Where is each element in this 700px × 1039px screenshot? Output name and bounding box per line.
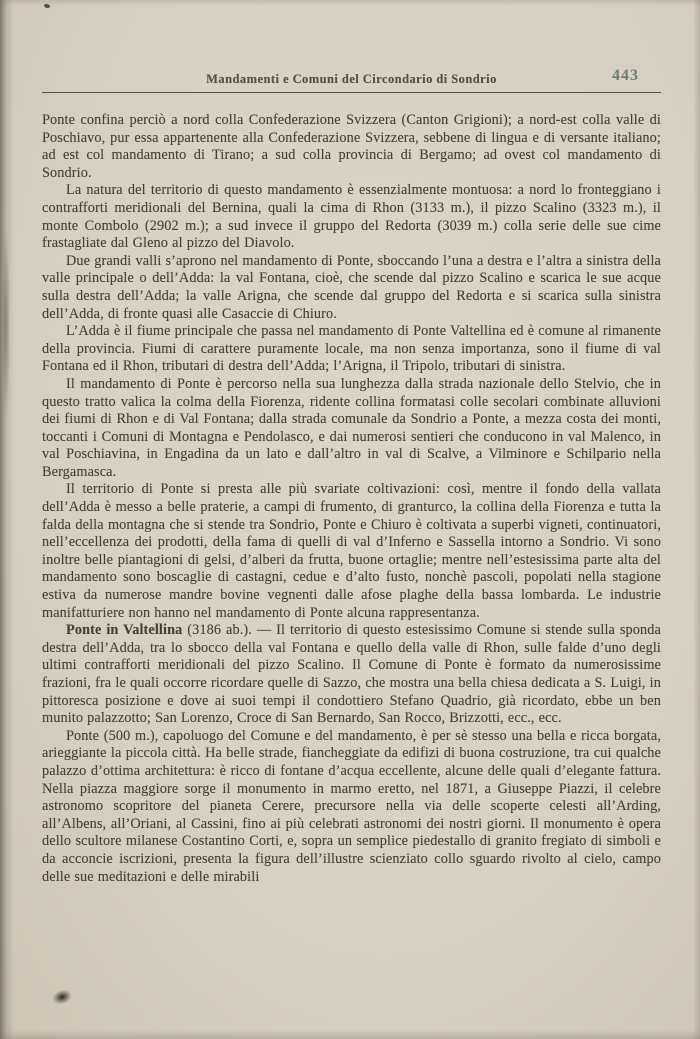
page-number: 443 [612, 67, 639, 84]
paragraph-valleys: Due grandi valli s’aprono nel mandamento di Ponte, sboccando l’una a destra e l’altra a sinistra della valle principale o dell’Adda: la val Fontana, cioè, che scende dal pizzo Scalino e scarica le sue acque sulla destra dell’Adda; la valle Arigna, che scende dal gruppo del Redorta e si scarica sulla sinistra dell’Adda, di fronte quasi alle Casaccie di Chiuro. [42, 252, 661, 322]
scan-speck [44, 3, 51, 8]
header-rule [42, 92, 661, 93]
scan-bottom-edge-shadow [0, 1030, 700, 1039]
paragraph-territory-nature: La natura del territorio di questo mandamento è essenzialmente montuosa: a nord lo fronteggiano i contrafforti meridionali del Bernina, quali la cima di Rhon (3133 m.), il pizzo Scalino (3323 m.), il monte Combolo (2902 m.); a sud invece il gruppo del Redorta (3039 m.) colla serie delle sue cime frastagliate dal Gleno al pizzo del Diavolo. [42, 182, 661, 252]
comune-name: Ponte in Valtellina [66, 622, 183, 639]
paragraph-roads: Il mandamento di Ponte è percorso nella sua lunghezza dalla strada nazionale dello Stelvio, che in questo tratto valica la colma della Fiorenza, ridente collina formatasi colle secolari combinate alluvioni dei fiumi di Rhon e di Val Fontana; dalla strada comunale da Sondrio a Ponte, a mezza costa dei monti, toccanti i Comuni di Montagna e Pendolasco, e dai numerosi sentieri che conducono in val Malenco, in val Poschiavina, in Engadina da un lato e dall’altro in val di Scalve, a Vilminore e Schilpario nella Bergamasca. [42, 375, 661, 480]
scan-top-edge-shadow [0, 0, 700, 6]
ink-blot [50, 987, 73, 1006]
paragraph-comune-entry [42, 622, 661, 728]
page-body [42, 112, 661, 886]
paragraph-cultivation: Il territorio di Ponte si presta alle più svariate coltivazioni: così, mentre il fondo della vallata dell’Adda è messo a belle praterie, a campi di frumento, di granturco, la collina della Fiorenza e tutta la falda della montagna che si stende tra Sondrio, Ponte e Chiuro è coltivata a superbi vigneti, continuatori, nell’eccellenza dei prodotti, della fama di quelli di val d’Inferno e Sassella intorno a Sondrio. Vi sono inoltre belle piantagioni di gelsi, d’alberi da frutta, buone ortaglie; mentre nell’estesissima parte alta del mandamento sono boscaglie di castagni, cedue e d’alto fusto, nonchè pascoli, popolati nella stagione estiva da numerose mandre bovine vegnenti dalle afose plaghe della bassa lombarda. Le industrie manifatturiere non hanno nel mandamento di Ponte alcuna rappresentanza. [42, 481, 661, 621]
running-header [42, 67, 661, 87]
comune-entry-text: (3186 ab.). — Il territorio di questo estesissimo Comune si stende sulla sponda destra dell’Adda, tra lo sbocco della val Fontana e quello della valle di Rhon, sulle falde d’uno degli ultimi contrafforti meridionali del pizzo Scalino. Il Comune di Ponte è formato da numerosissime frazioni, fra le quali occorre ricordare quelle di Sazzo, che mostra una bella chiesa dedicata a S. Luigi, in pittoresca posizione e dove ai suoi tempi il condottiero Stefano Quadrio, già ricordato, ebbe un ben munito palazzotto; San Lorenzo, Croce di San Bernardo, San Rocco, Brizzotti, ecc., ecc. [42, 622, 661, 727]
scan-left-edge-shadow [0, 0, 14, 1039]
paragraph-rivers: L’Adda è il fiume principale che passa nel mandamento di Ponte Valtellina ed è comune al rimanente della provincia. Fiumi di carattere puramente locale, ma non senza importanza, sono il fiume di val Fontana ed il Rhon, tributari di destra dell’Adda; l’Arigna, il Tripolo, tributari di sinistra. [42, 323, 661, 375]
paragraph-continuation: Ponte confina perciò a nord colla Confederazione Svizzera (Canton Grigioni); a nord-est colla valle di Poschiavo, pur essa appartenente alla Confederazione Svizzera, sebbene di lingua e di versante italiano; ad est col mandamento di Tirano; a sud colla provincia di Bergamo; ad ovest col mandamento di Sondrio. [42, 112, 661, 181]
paragraph-capoluogo: Ponte (500 m.), capoluogo del Comune e del mandamento, è per sè stesso una bella e ricca borgata, arieggiante la piccola città. Ha belle strade, fiancheggiate da edifizi di buona costruzione, tra cui qualche palazzo d’ottima architettura: è ricco di fontane d’acqua eccellente, alcune delle quali d’elegante fattura. Nella piazza maggiore sorge il monumento in marmo eretto, nel 1871, a Giuseppe Piazzi, il celebre astronomo scopritore del pianeta Cerere, precursore nella via delle scoperte celesti all’Arding, all’Albens, all’Oriani, al Cassini, fino ai più celebrati astronomi dei nostri giorni. Il monumento è opera dello scultore milanese Costantino Corti, e, sopra un semplice piedestallo di granito fregiato di simboli e da acconcie iscrizioni, presenta la figura dell’illustre scienziato collo sguardo rivolto al cielo, campo delle sue meditazioni e delle mirabili [42, 727, 661, 885]
scan-smudge [2, 230, 10, 420]
running-title: Mandamenti e Comuni del Circondario di Sondrio [206, 72, 497, 86]
scan-right-edge-shadow [693, 0, 700, 1039]
